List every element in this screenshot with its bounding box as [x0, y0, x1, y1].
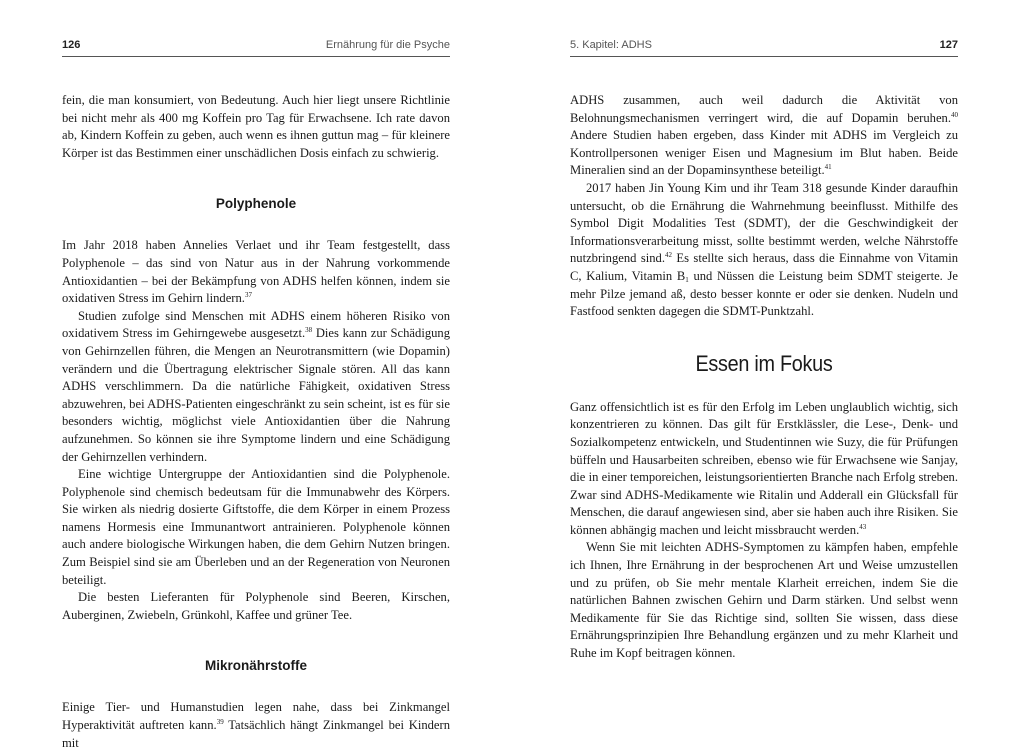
paragraph: Im Jahr 2018 haben Annelies Verlaet und ihr Team festgestellt, dass Polyphenole – das sind von Natur aus in der Nahrung vorkommende Antioxidantien – bei der Bekämpfung von ADHS helfen können, indem sie oxidativen Stress im Gehirn lindern.$^{37}$ [62, 238, 450, 306]
chapter-section-title: Essen im Fokus [695, 350, 833, 376]
paragraph: 2017 haben Jin Young Kim und ihr Team 318 gesunde Kinder daraufhin untersucht, ob die Ernährung die Wahrnehmung beeinflusst. Mithilfe des Symbol Digit Modalities Test (SDMT), der die Geschwindigkeit der Informationsverarbeitung misst, sollte bestimmt werden, welche Nährstoffe nutzbringend sind.$^{42}$ Es stellte sich heraus, dass die Einnahme von Vitamin C, Kalium, Vitamin $B_1$ und Nüssen die Leistung beim SDMT steigerte. Je mehr Pilze jemand aß, desto besser konnte er oder sie denken. Nudeln und Fastfood senkten dagegen die SDMT-Punktzahl. [570, 180, 959, 319]
paragraph: Einige Tier- und Humanstudien legen nahe, dass bei Zinkmangel Hyperaktivität auftreten kann.$^{39}$ Tatsächlich hängt Zinkmangel bei Kindern mit [62, 700, 450, 750]
footnote-ref: 42 [665, 251, 673, 260]
running-head-left [62, 36, 450, 57]
section-heading-mikronaehrstoffe: Mikronährstoffe [204, 658, 307, 674]
footnote-ref: 43 [859, 522, 867, 531]
page-number-left: 126 [62, 39, 81, 51]
page-number-right: 127 [939, 39, 958, 51]
left-body-text [62, 92, 450, 752]
paragraph: Die besten Lieferanten für Polyphenole sind Beeren, Kirschen, Auberginen, Zwiebeln, Grünkohl, Kaffee und grüner Tee. [62, 590, 450, 622]
footnote-ref: 38 [305, 326, 313, 335]
running-head-right [570, 36, 958, 57]
left-page [62, 0, 450, 756]
right-body-text [570, 92, 958, 663]
paragraph: ADHS zusammen, auch weil dadurch die Aktivität von Belohnungsmechanismen verringert wird, die auf Dopamin beruhen.$^{40}$ Andere Studien haben ergeben, dass Kinder mit ADHS im Vergleich zu Kontrollpersonen weniger Eisen und Magnesium im Blut haben. Beide Mineralien sind an der Dopaminsynthese beteiligt.$^{41}$ [570, 93, 958, 178]
paragraph: Wenn Sie mit leichten ADHS-Symptomen zu kämpfen haben, empfehle ich Ihnen, Ihre Ernährung in der besprochenen Art und Weise umzustellen und zu prüfen, ob Sie mehr mentale Klarheit erreichen, indem Sie die natürlichen Bahnen zwischen Gehirn und Darm stärken. Und selbst wenn Medikamente für Sie das Richtige sind, sollten Sie wissen, dass diese Ernährungsprinzipien Ihre Behandlung ergänzen und zu mehr Klarheit und Ruhe im Kopf beitragen können. [570, 540, 958, 661]
right-page [570, 0, 958, 756]
running-title-right: 5. Kapitel: ADHS [570, 39, 652, 51]
footnote-ref: 41 [824, 163, 832, 172]
footnote-ref: 39 [216, 718, 224, 727]
section-heading-polyphenole: Polyphenole [215, 196, 297, 212]
running-title-left: Ernährung für die Psyche [325, 39, 450, 51]
subscript: 1 [685, 275, 689, 284]
paragraph: Studien zufolge sind Menschen mit ADHS einem höheren Risiko von oxidativem Stress im Gehirngewebe ausgesetzt.$^{38}$ Dies kann zur Schädigung von Gehirnzellen führen, die Mengen an Neurotransmittern (wie Dopamin) verändern und die Übertragung elektrischer Signale stören. All das kann ADHS verschlimmern. Da die natürliche Fähigkeit, oxidativen Stress abzuwehren, bei ADHS-Patienten eingeschränkt zu sein scheint, ist es für sie besonders wichtig, möglichst viele Antioxidantien über die Nahrung aufzunehmen. So können sie ihre Symptome lindern und eine Schädigung der Gehirnzellen verhindern. [62, 308, 451, 464]
footnote-ref: 37 [244, 291, 252, 300]
paragraph: fein, die man konsumiert, von Bedeutung. Auch hier liegt unsere Richtlinie bei nicht mehr als 400 mg Koffein pro Tag für Erwachsene. Ich rate davon ab, Kindern Koffein zu geben, auch wenn es ihnen guttun mag – für kleinere Körper ist das Bestimmen einer unschädlichen Dosis einfach zu schwierig. [62, 93, 450, 160]
paragraph: Ganz offensichtlich ist es für den Erfolg im Leben unglaublich wichtig, sich konzentrieren zu können. Das gilt für Erstklässler, die Lese-, Denk- und Sozialkompetenz entwickeln, und Studentinnen wie Suzy, die für Prüfungen büffeln und Hausarbeiten schreiben, ebenso wie für Erwachsene wie Sanjay, die in einer temporeichen, leistungsorientierten Branche nach Erfolg streben. Zwar sind ADHS-Medikamente wie Ritalin und Adderall ein Glücksfall für Menschen, die darauf angewiesen sind, aber sie haben auch ihre Risiken. Sie können abhängig machen und leicht missbraucht werden.$^{43}$ [570, 399, 958, 537]
paragraph: Eine wichtige Untergruppe der Antioxidantien sind die Polyphenole. Polyphenole sind chemisch bedeutsam für die Immunabwehr des Körpers. Sie wirken als niedrig dosierte Giftstoffe, die dem Körper in einem Prozess namens Hormesis eine Immunantwort antrainieren. Polyphenole können auch andere biologische Wirkungen haben, die dem Gehirn Nutzen bringen. Zum Beispiel sind sie am Überleben und an der Regeneration von Neuronen beteiligt. [62, 467, 450, 587]
footnote-ref: 40 [951, 110, 958, 119]
